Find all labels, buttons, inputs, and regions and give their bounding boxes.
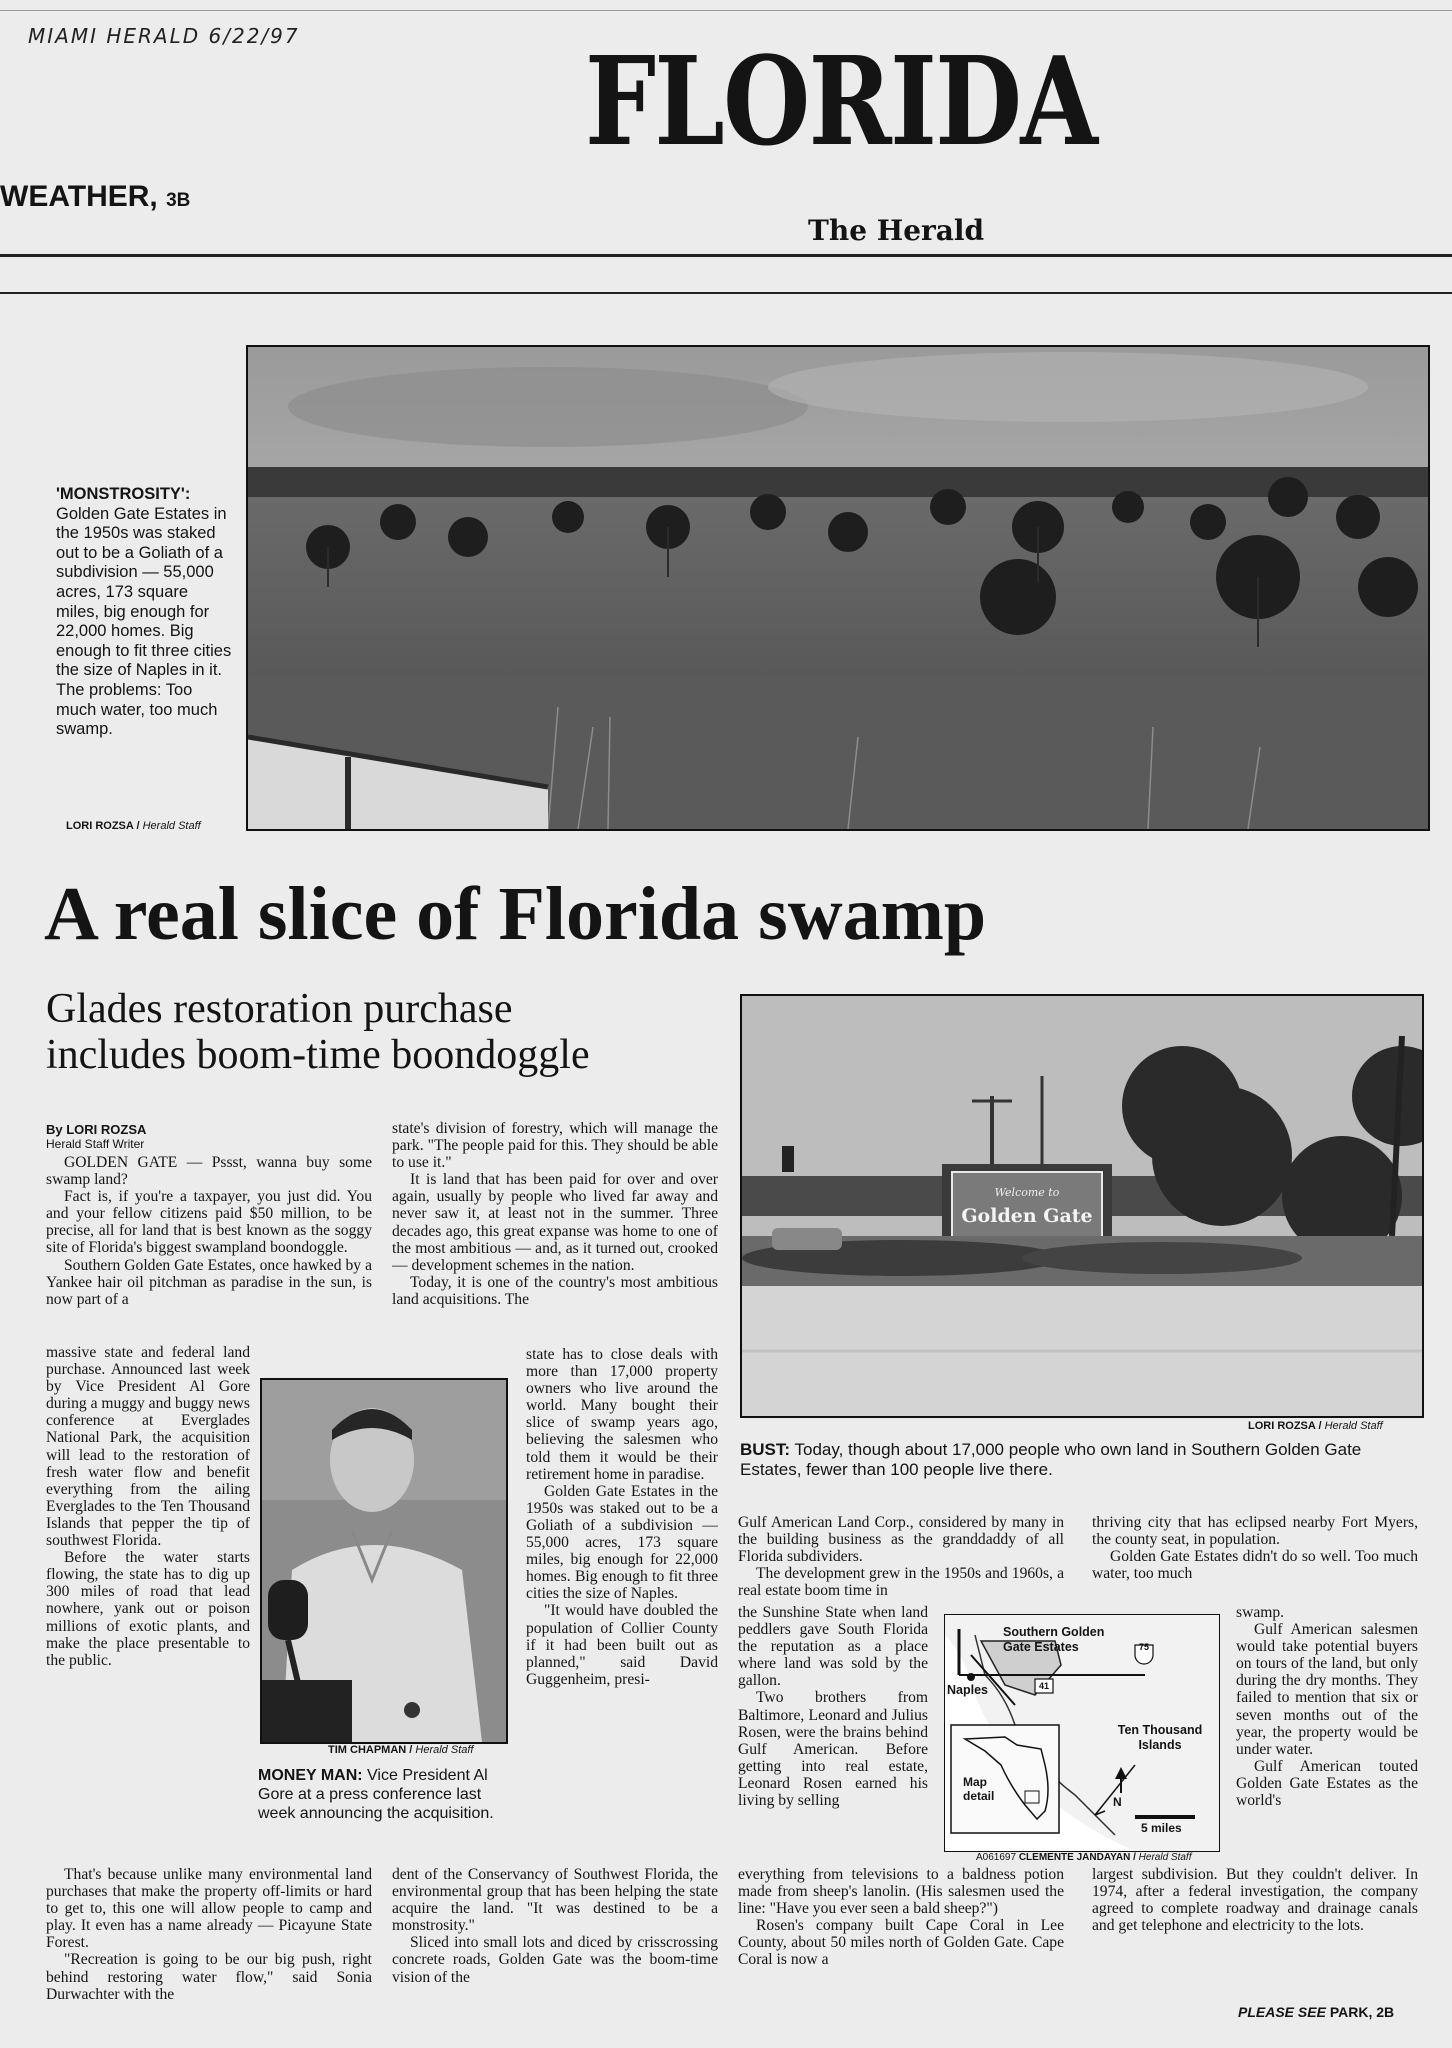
headline-deck	[46, 986, 590, 1078]
caption-text-money-man: Vice President Al Gore at a press conference last week announcing the acquisition.	[258, 1767, 494, 1822]
map-credit-name: CLEMENTE JANDAYAN /	[1018, 1852, 1136, 1863]
body-column-1-narrow	[46, 1344, 250, 1866]
map-credit-id: A061697	[976, 1852, 1017, 1863]
body-column-1-bottom	[46, 1866, 372, 2026]
photo-al-gore	[260, 1378, 508, 1744]
sign-photo-image	[742, 996, 1422, 1416]
caption-text-monstrosity: Golden Gate Estates in the 1950s was staked out to be a Goliath of a subdivision — 55,000 acres, 173 square miles, big enough for 22,000 homes. Big enough to fit three cities the size of Naples in it. The problems: Too much water, too much swamp.	[56, 504, 232, 739]
top-edge-rule	[0, 10, 1452, 11]
caption-label-bust: BUST:	[740, 1440, 791, 1459]
handwritten-source-note: MIAMI HERALD 6/22/97	[28, 24, 300, 48]
paragraph: "It would have doubled the population of Collier County if it had been built out as planned," said David Guggenheim, presi-	[526, 1602, 718, 1688]
paragraph: Gulf American Land Corp., considered by many in the building business as the granddaddy of all Florida subdividers.	[738, 1514, 1064, 1566]
jump-target: PARK, 2B	[1329, 2004, 1395, 2020]
map-credit-org: Herald Staff	[1138, 1852, 1192, 1863]
map-label-detail: Map detail	[963, 1775, 995, 1803]
newspaper-nameplate: The Herald	[808, 214, 985, 247]
paragraph: Before the water starts flowing, the state has to dig up 300 miles of road that lead nowhere, yank out or poison millions of exotic plants, and make the place presentable to the public.	[46, 1549, 250, 1669]
body-column-4-bottom	[1092, 1866, 1418, 1986]
paragraph: That's because unlike many environmental land purchases that make the property off-limits or hard to get to, this one will allow people to camp and play. It even has a name already — Picayune State Forest.	[46, 1866, 372, 1952]
paragraph: Today, it is one of the country's most ambitious land acquisitions. The	[392, 1273, 718, 1308]
paragraph: Fact is, if you're a taxpayer, you just did. You and your fellow citizens paid $50 million, to be precise, all for land that is best known as the soggy site of Florida's biggest swampland boondoggle.	[46, 1188, 372, 1257]
body-column-2-narrow	[526, 1346, 718, 1866]
paragraph: "Recreation is going to be our big push, right behind restoring water flow," said Sonia Durwachter with the	[46, 1951, 372, 2003]
credit-name: LORI ROZSA /	[1248, 1420, 1322, 1432]
body-column-4-top	[1092, 1514, 1418, 1604]
section-masthead: FLORIDA	[585, 29, 1097, 173]
paragraph: Golden Gate Estates didn't do so well. Too much water, too much	[1092, 1548, 1418, 1583]
paragraph: the Sunshine State when land peddlers gave South Florida the reputation as a place where land was sold by the gallon.	[738, 1604, 928, 1690]
deck-line-1: Glades restoration purchase	[46, 986, 513, 1032]
map-credit	[976, 1852, 1191, 1863]
body-column-4-narrow	[1236, 1604, 1418, 1866]
photo-sign-caption	[740, 1440, 1420, 1480]
byline-author: By LORI ROZSA	[46, 1122, 147, 1137]
paragraph: dent of the Conservancy of Southwest Florida, the environmental group that has been helping the state acquire the land. "It was destined to be a monstrosity."	[392, 1866, 718, 1935]
weather-page: 3B	[166, 190, 191, 211]
paragraph: Gulf American touted Golden Gate Estates as the world's	[1236, 1757, 1418, 1810]
photo-golden-gate-sign	[740, 994, 1424, 1418]
landscape-photo-image	[248, 347, 1428, 829]
paragraph: everything from televisions to a baldness potion made from sheep's lanolin. (His salesmen used the line: "Have you ever seen a bald sheep?")	[738, 1866, 1064, 1918]
body-column-2-bottom	[392, 1866, 718, 2026]
credit-name: LORI ROZSA /	[66, 820, 140, 832]
map-label-ten-thousand-islands: Ten Thousand Islands	[1117, 1723, 1203, 1752]
locator-map	[944, 1614, 1220, 1852]
body-column-2-top	[392, 1120, 718, 1346]
map-label-north: N	[1113, 1795, 1122, 1809]
photo-top-caption	[56, 485, 232, 740]
sign-text-welcome: Welcome to	[994, 1186, 1060, 1199]
weather-label: WEATHER,	[0, 180, 158, 213]
credit-org: Herald Staff	[142, 820, 201, 832]
masthead-rule-lower	[0, 292, 1452, 294]
photo-golden-gate-landscape	[246, 345, 1430, 831]
caption-label-money-man: MONEY MAN:	[258, 1767, 363, 1784]
credit-name: TIM CHAPMAN /	[328, 1744, 413, 1756]
paragraph: Rosen's company built Cape Coral in Lee County, about 50 miles north of Golden Gate. Cape Coral is now a	[738, 1917, 1064, 1969]
sign-text-golden-gate: Golden Gate	[961, 1205, 1093, 1227]
jump-label: PLEASE SEE	[1238, 2004, 1326, 2020]
weather-reference	[0, 180, 190, 214]
paragraph: The development grew in the 1950s and 1960s, a real estate boom time in	[738, 1565, 1064, 1600]
paragraph: state has to close deals with more than 17,000 property owners who live around the world. Many bought their slice of swamp years ago, believing the salesmen who told them it would be their retirement home in paradise.	[526, 1346, 718, 1483]
photo-gore-credit	[328, 1744, 473, 1756]
paragraph: Southern Golden Gate Estates, once hawked by a Yankee hair oil pitchman as paradise in the sun, is now part of a	[46, 1256, 372, 1308]
caption-text-bust: Today, though about 17,000 people who own land in Southern Golden Gate Estates, fewer than 100 people live there.	[740, 1440, 1362, 1479]
paragraph: largest subdivision. But they couldn't deliver. In 1974, after a federal investigation, the company agreed to complete roadway and drainage canals and get telephone and electricity to the lots.	[1092, 1866, 1418, 1935]
credit-org: Herald Staff	[415, 1744, 474, 1756]
body-column-3-bottom	[738, 1866, 1064, 2026]
paragraph: massive state and federal land purchase. Announced last week by Vice President Al Gore during a muggy and buggy news conference at Everglades National Park, the acquisition will lead to the restoration of fresh water flow and benefit everything from the ailing Everglades to the Ten Thousand Islands that pepper the tip of southwest Florida.	[46, 1344, 250, 1550]
body-column-3-narrow	[738, 1604, 928, 1866]
photo-gore-caption	[258, 1766, 502, 1823]
paragraph: swamp.	[1236, 1604, 1285, 1621]
credit-org: Herald Staff	[1324, 1420, 1383, 1432]
main-headline: A real slice of Florida swamp	[44, 872, 987, 956]
paragraph: Gulf American salesmen would take potential buyers on tours of the land, but only during the dry months. They failed to mention that six or seven months out of the year, the property would be under water.	[1236, 1621, 1418, 1758]
map-label-naples: Naples	[947, 1683, 988, 1697]
paragraph: Two brothers from Baltimore, Leonard and Julius Rosen, were the brains behind Gulf American. Before getting into real estate, Leonard Rosen earned his living by selling	[738, 1689, 928, 1810]
paragraph: state's division of forestry, which will manage the park. "The people paid for this. They should be able to use it."	[392, 1120, 718, 1172]
body-column-1-top	[46, 1154, 372, 1344]
continuation-jump	[1238, 2004, 1394, 2020]
photo-sign-credit	[1248, 1420, 1383, 1432]
gore-photo-image	[262, 1380, 506, 1742]
deck-line-2: includes boom-time boondoggle	[46, 1032, 590, 1078]
body-column-3-top	[738, 1514, 1064, 1604]
map-scale: 5 miles	[1141, 1821, 1182, 1835]
paragraph: It is land that has been paid for over and over again, usually by people who lived far away and never saw it, at least not in the summer. Three decades ago, this great expanse was home to one of the most ambitious — and, as it turned out, crooked — development schemes in the nation.	[392, 1171, 718, 1274]
us-route-shield-label: 41	[1038, 1681, 1049, 1691]
byline-title: Herald Staff Writer	[46, 1137, 145, 1151]
interstate-shield-label: 75	[1138, 1642, 1149, 1652]
photo-top-credit	[66, 820, 201, 832]
paragraph: Golden Gate Estates in the 1950s was staked out to be a Goliath of a subdivision — 55,000 acres, 173 square miles, big enough for 22,000 homes. Big enough to fit three cities the size of Naples.	[526, 1482, 718, 1603]
paragraph: Sliced into small lots and diced by crisscrossing concrete roads, Golden Gate was the boom-time vision of the	[392, 1934, 718, 1986]
map-label-estates: Southern Golden Gate Estates	[1003, 1625, 1105, 1654]
paragraph: thriving city that has eclipsed nearby Fort Myers, the county seat, in population.	[1092, 1514, 1418, 1549]
caption-label-monstrosity: 'MONSTROSITY':	[56, 485, 191, 503]
paragraph: GOLDEN GATE — Pssst, wanna buy some swamp land?	[46, 1154, 372, 1189]
masthead-rule	[0, 254, 1452, 257]
byline	[46, 1122, 146, 1152]
